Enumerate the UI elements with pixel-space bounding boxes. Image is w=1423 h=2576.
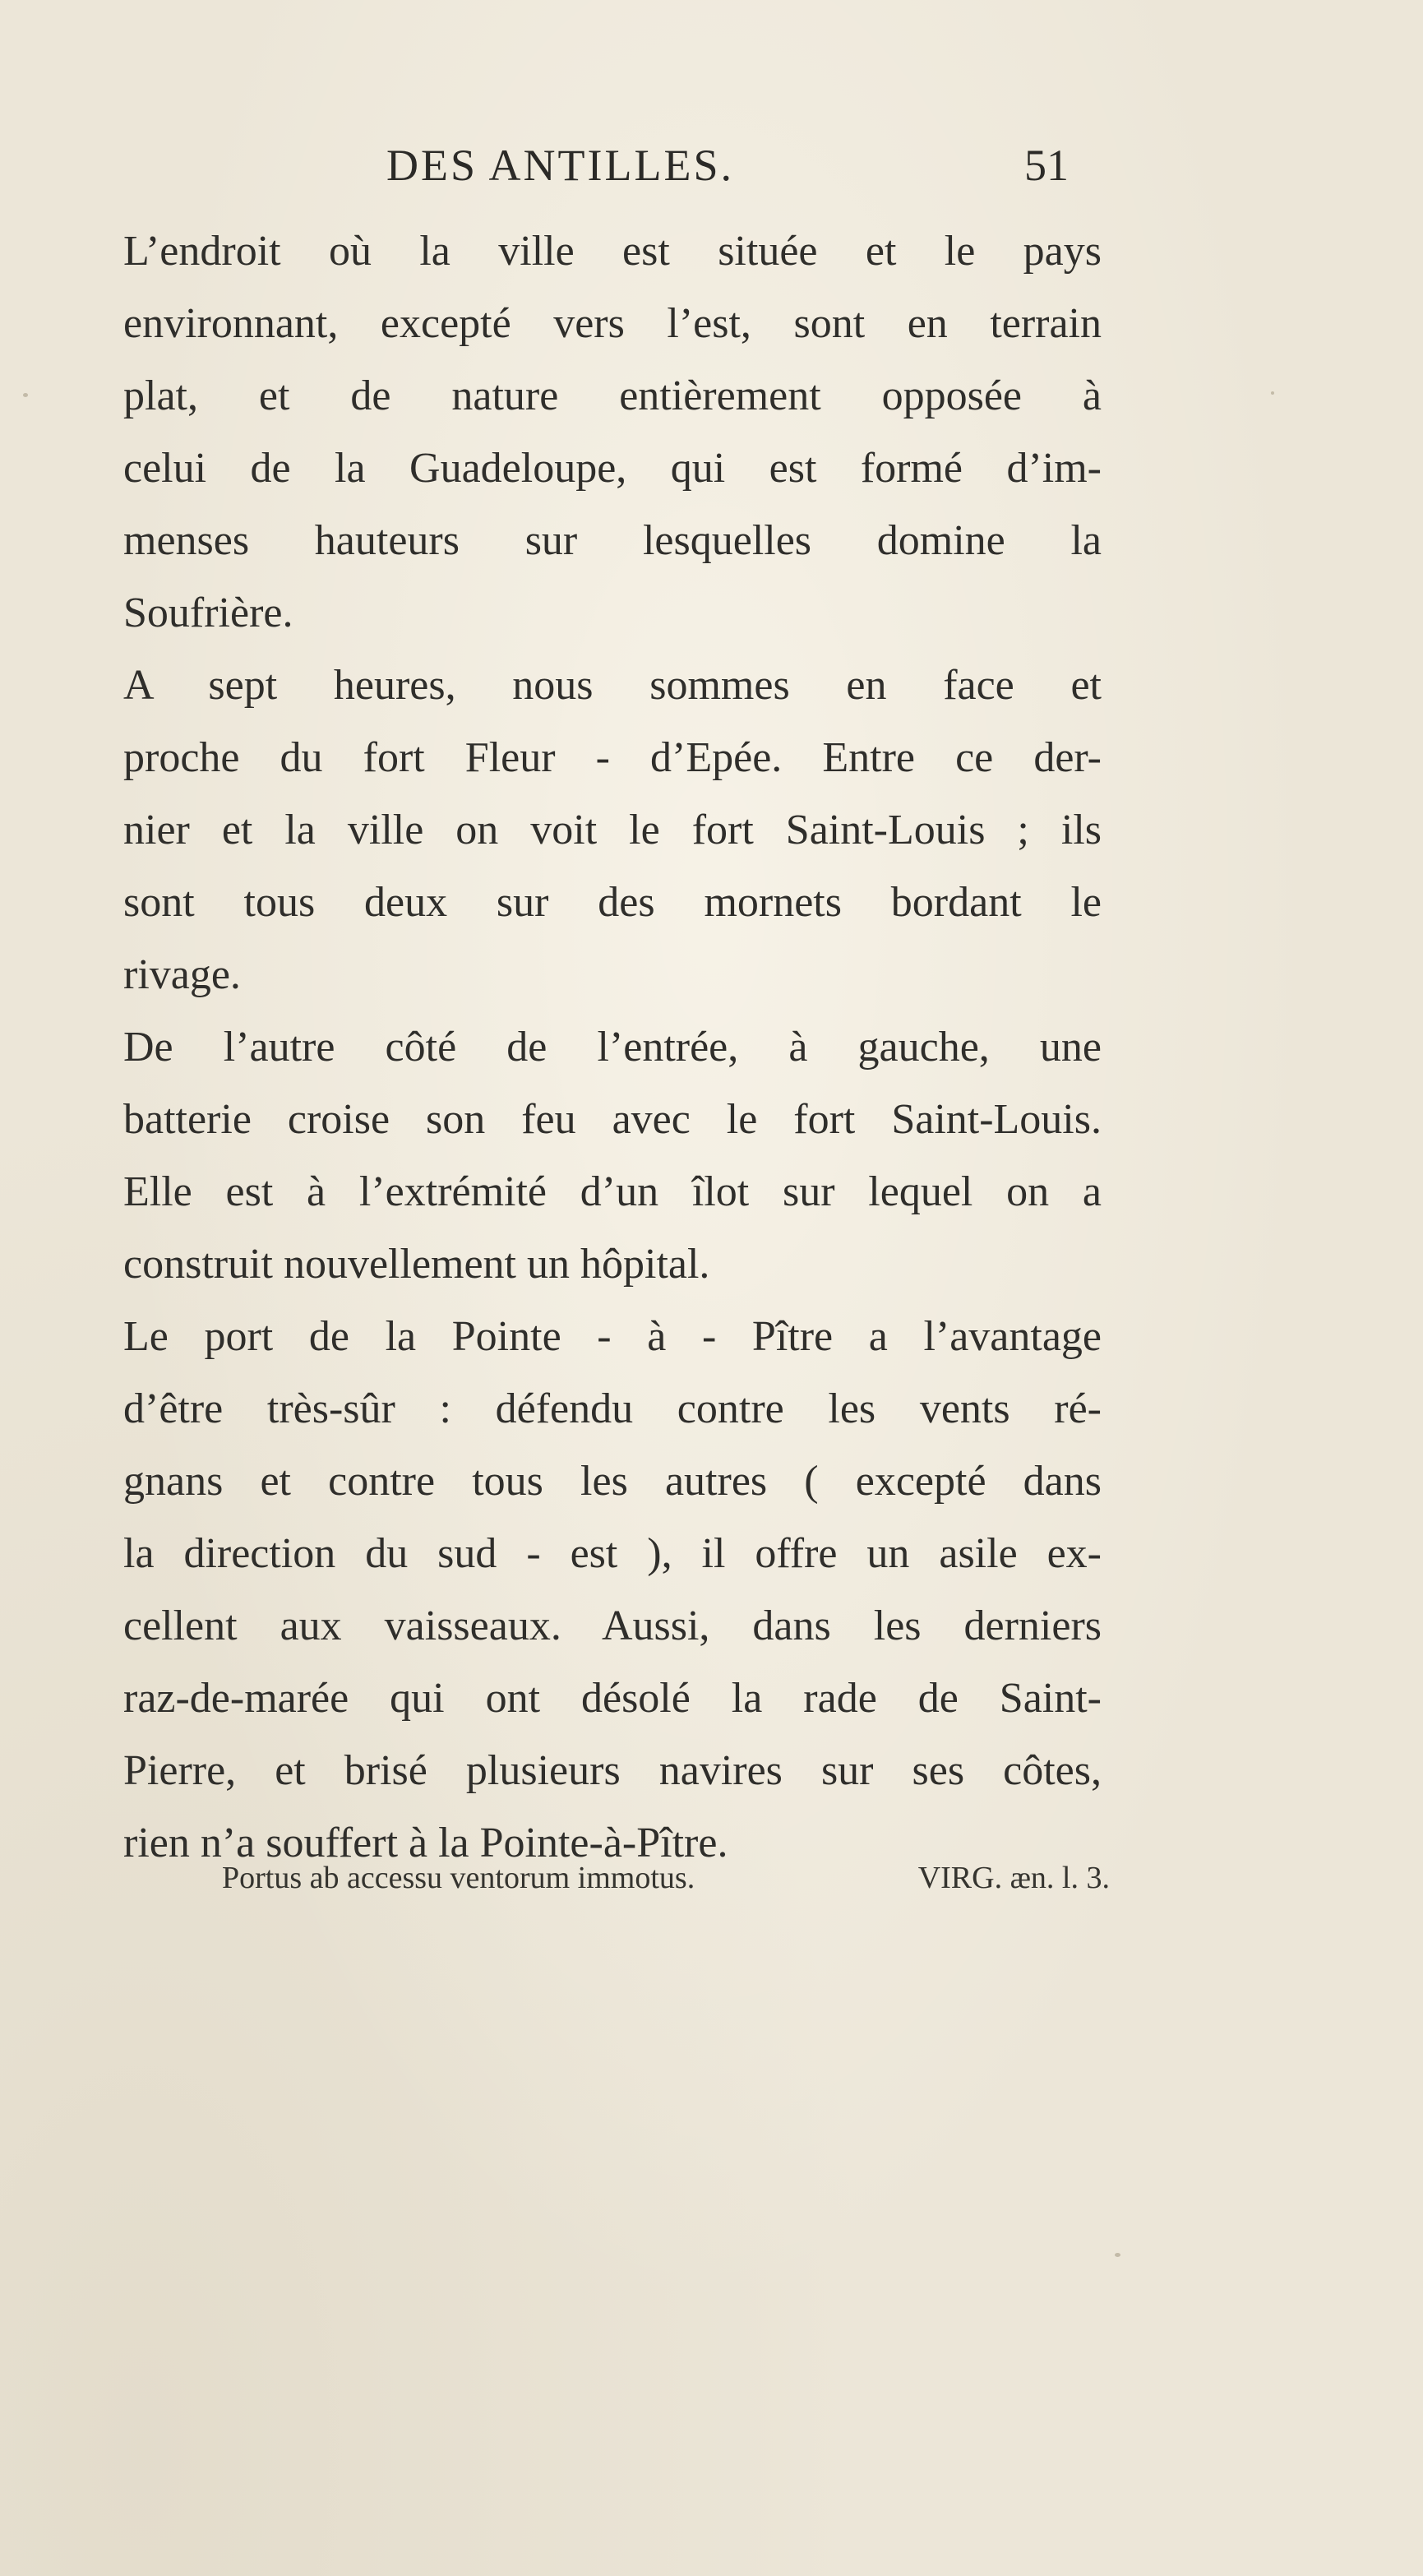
- running-title: DES ANTILLES.: [386, 141, 734, 190]
- text-line: construit nouvellement un hôpital.: [123, 1241, 710, 1288]
- page-number: 51: [1024, 141, 1069, 190]
- footnote-source: VIRG. æn. l. 3.: [917, 1861, 1110, 1895]
- text-line: L’endroit où la ville est située et le pays: [123, 228, 1102, 275]
- text-line: celui de la Guadeloupe, qui est formé d’im-: [123, 445, 1102, 492]
- running-head: [386, 140, 1077, 206]
- text-line: plat, et de nature entièrement opposée à: [123, 372, 1102, 419]
- text-line: De l’autre côté de l’entrée, à gauche, une: [123, 1024, 1102, 1071]
- text-line: Elle est à l’extrémité d’un îlot sur lequel on a: [123, 1168, 1102, 1215]
- paper-speck: [1115, 2253, 1120, 2257]
- text-line: cellent aux vaisseaux. Aussi, dans les derniers: [123, 1602, 1102, 1649]
- body-text: [123, 215, 1102, 1880]
- text-line: environnant, excepté vers l’est, sont en terrain: [123, 300, 1102, 347]
- text-line: Le port de la Pointe - à - Pître a l’avantage: [123, 1313, 1102, 1360]
- paper-speck: [1271, 391, 1274, 395]
- footnote: [222, 1860, 1110, 1909]
- paper-speck: [23, 393, 28, 397]
- text-line: proche du fort Fleur - d’Epée. Entre ce der-: [123, 734, 1102, 781]
- text-line: nier et la ville on voit le fort Saint-Louis ; ils: [123, 807, 1102, 853]
- text-line: Pierre, et brisé plusieurs navires sur ses côtes,: [123, 1747, 1102, 1794]
- text-line: gnans et contre tous les autres ( excepté dans: [123, 1458, 1102, 1505]
- text-line: la direction du sud - est ), il offre un asile ex-: [123, 1530, 1102, 1577]
- text-line: A sept heures, nous sommes en face et: [123, 662, 1102, 709]
- text-line: raz-de-marée qui ont désolé la rade de Saint-: [123, 1675, 1102, 1722]
- text-line: menses hauteurs sur lesquelles domine la: [123, 517, 1102, 564]
- text-line: batterie croise son feu avec le fort Saint-Louis.: [123, 1096, 1102, 1143]
- text-line: Soufrière.: [123, 590, 293, 636]
- footnote-quote: Portus ab accessu ventorum immotus.: [222, 1861, 695, 1895]
- text-line: rien n’a souffert à la Pointe-à-Pître.: [123, 1820, 728, 1866]
- text-line: sont tous deux sur des mornets bordant le: [123, 879, 1102, 926]
- text-line: rivage.: [123, 951, 241, 998]
- text-line: d’être très-sûr : défendu contre les vents ré-: [123, 1385, 1102, 1432]
